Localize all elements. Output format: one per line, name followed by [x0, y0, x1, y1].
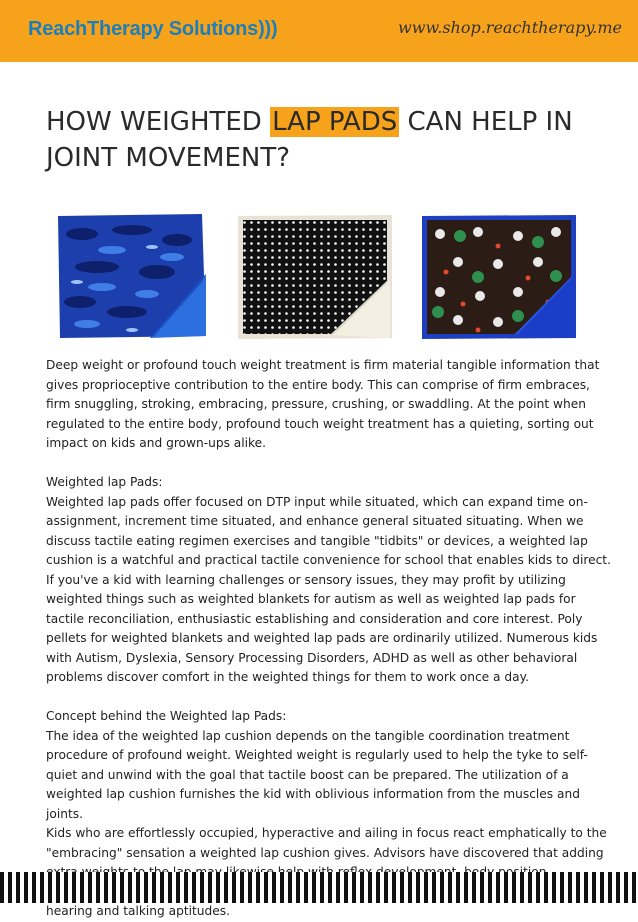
website-url[interactable]: www.shop.reachtherapy.me — [398, 18, 622, 37]
paragraph: Weighted lap pads offer focused on DTP input while situated, which can expand time on-assignment, increment time situated, and enhance general situated situating. When we discuss tactile eating regimen exercises and tangible "tidbits" or devices, a weighted lap cushion is a watchful and practical tactile convenience for school that enables kids to direct. — [46, 494, 611, 567]
intro-paragraph: Deep weight or profound touch weight treatment is firm material tangible information that gives proprioceptive contribution to the entire body. This can comprise of firm embraces, firm snuggling, stroking, embracing, pressure, crushing, or swaddling. At the point when regulated to the entire body, profound touch weight treatment has a quieting, sorting out impact on kids and grown-ups alike. — [46, 358, 600, 450]
paragraph: If you've a kid with learning challenges or sensory issues, they may profit by utilizing weighted things such as weighted blankets for autism as well as weighted lap pads for tactile reconciliation, enthusiastic establishing and consideration and core interest. Poly pellets for weighted blankets and weighted lap pads are ordinarily utilized. Numerous kids with Autism, Dyslexia, Sensory Processing Disorders, ADHD as well as other behavioral problems discover comfort in the weighted things for them to work once a day. — [46, 572, 598, 684]
polka-dot-lap-pad-image — [234, 212, 396, 342]
article-body — [46, 356, 614, 922]
footer-stripe-bar — [0, 872, 638, 903]
page-title — [46, 104, 616, 176]
title-suffix: CAN HELP IN JOINT MOVEMENT? — [46, 107, 573, 173]
title-highlight: LAP PADS — [272, 107, 398, 137]
section-heading-weighted-lap-pads: Weighted lap Pads: — [46, 475, 163, 489]
brand-logo: ReachTherapy Solutions))) — [28, 18, 278, 40]
space-pattern-lap-pad-image — [418, 212, 580, 342]
blue-camo-lap-pad-image — [52, 212, 214, 342]
paragraph: The idea of the weighted lap cushion depends on the tangible coordination treatment procedure of profound weight. Weighted weight is regularly used to help the tyke to self-quiet and unwind with the goal that tactile boost can be prepared. The utilization of a weighted lap cushion furnishes the kid with oblivious information from the muscles and joints. — [46, 728, 588, 821]
header-bar — [0, 0, 638, 62]
title-prefix: HOW WEIGHTED — [46, 107, 271, 137]
section-heading-concept: Concept behind the Weighted lap Pads: — [46, 709, 287, 723]
paragraph: Kids who are effortlessly occupied, hyperactive and ailing in focus react emphatically to the "embracing" sensation a weighted lap cushion gives. Advisors have discovered that adding hearing and talking aptitudes. — [46, 826, 607, 918]
